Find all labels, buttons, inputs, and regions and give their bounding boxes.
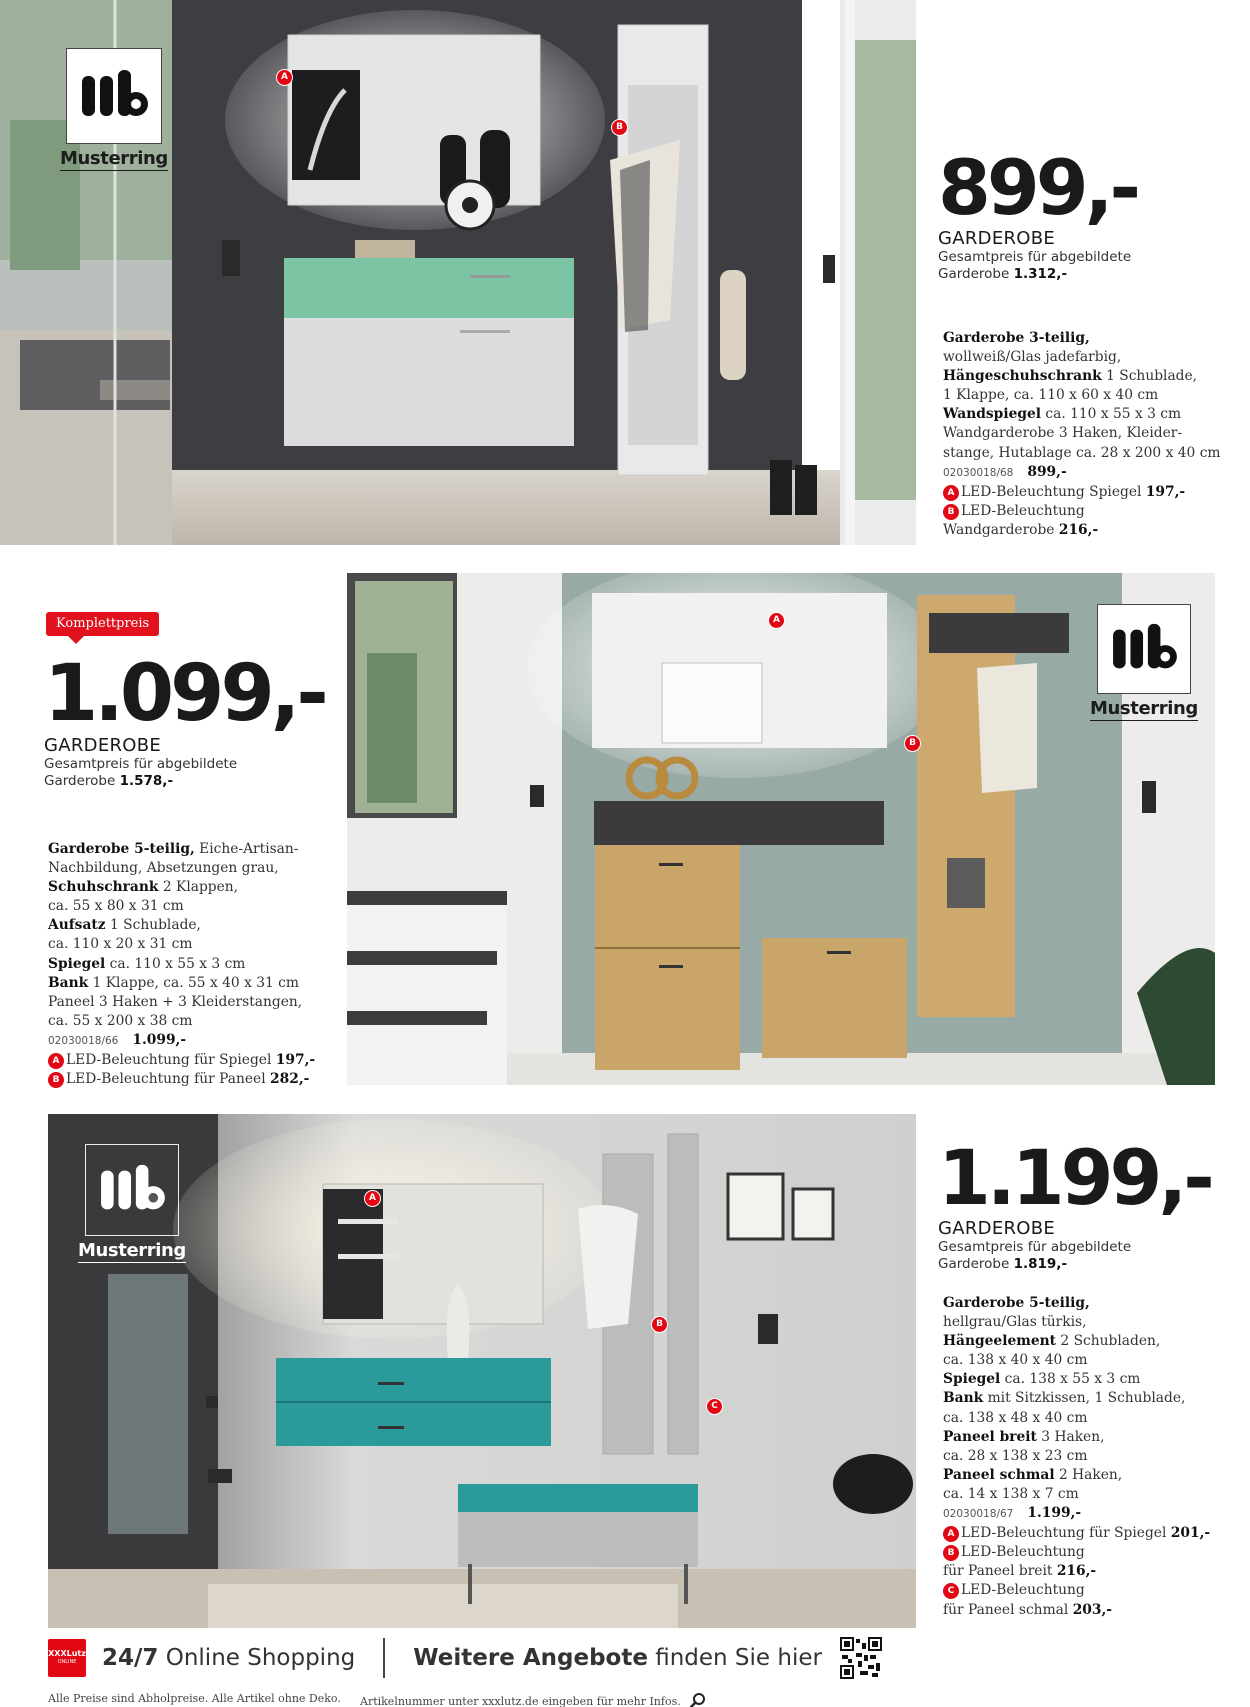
description-label: Paneel breit <box>943 1428 1037 1445</box>
description-text: ca. 28 x 138 x 23 cm <box>943 1447 1088 1464</box>
description-text: ca. 138 x 55 x 3 cm <box>1000 1371 1141 1388</box>
description-line <box>48 916 315 935</box>
option-line <box>943 1562 1210 1581</box>
option-line <box>943 1601 1210 1620</box>
description-label: Hängeelement <box>943 1333 1057 1350</box>
option-text: LED-Beleuchtung für Paneel <box>66 1071 271 1088</box>
description-text: 1 Schublade, <box>105 917 201 934</box>
description-label: Hängeschuhschrank <box>943 368 1102 385</box>
option-badge: C <box>943 1583 959 1599</box>
option-price: 282,- <box>270 1071 310 1088</box>
online-shopping-link[interactable]: 24/7 Online Shopping <box>102 1645 356 1671</box>
option-line <box>943 1581 1210 1600</box>
offer-2-total-line1: Gesamtpreis für abgebildete <box>44 756 238 772</box>
description-line <box>943 1351 1210 1370</box>
offer-1-price-block <box>938 143 1138 283</box>
option-line <box>943 521 1221 540</box>
offer-1-total-line1: Gesamtpreis für abgebildete <box>938 249 1132 265</box>
description-label: Paneel schmal <box>943 1466 1055 1483</box>
description-label: Spiegel <box>943 1371 1001 1388</box>
musterring-logo-icon <box>74 66 154 126</box>
offer-3-total-line2: Garderobe 1.819,- <box>938 1256 1068 1272</box>
article-number: 02030018/68 <box>943 466 1014 479</box>
option-text: Wandgarderobe <box>943 521 1059 538</box>
article-number-row <box>48 1031 315 1051</box>
option-text: LED-Beleuchtung Spiegel <box>961 483 1146 500</box>
description-line <box>943 367 1221 386</box>
description-line <box>943 329 1221 348</box>
marker-b: B <box>651 1316 668 1333</box>
description-line <box>943 444 1221 463</box>
option-price: 203,- <box>1072 1601 1113 1618</box>
description-line <box>48 878 315 897</box>
footer-divider <box>383 1638 385 1678</box>
option-line <box>943 502 1221 521</box>
description-label: Schuhschrank <box>48 879 159 896</box>
description-line <box>943 1447 1210 1466</box>
musterring-logo-3 <box>78 1144 186 1263</box>
offer-1-title: GARDEROBE <box>938 228 1056 249</box>
option-line <box>943 1524 1210 1543</box>
description-text: 1 Schublade, <box>1101 368 1198 385</box>
offer-3-total-line1: Gesamtpreis für abgebildete <box>938 1239 1132 1255</box>
offer-3-price: 1.199,- <box>938 1133 1211 1222</box>
option-price: 201,- <box>1170 1525 1211 1542</box>
offer-2-description <box>48 840 315 1089</box>
option-text: für Paneel schmal <box>943 1601 1073 1618</box>
option-line <box>943 1543 1210 1562</box>
option-price: 197,- <box>1145 483 1186 500</box>
description-line <box>48 1012 315 1031</box>
option-price: 216,- <box>1056 1563 1097 1580</box>
brand-name: Musterring <box>1090 698 1198 719</box>
description-text: ca. 110 x 55 x 3 cm <box>105 955 246 972</box>
offer-2-total-line2: Garderobe 1.578,- <box>44 773 174 789</box>
description-line <box>943 1332 1210 1351</box>
option-badge: A <box>943 1526 959 1542</box>
description-text: stange, Hutablage ca. 28 x 200 x 40 cm <box>943 444 1221 461</box>
option-line <box>48 1070 315 1089</box>
offer-1-price: 899,- <box>938 143 1138 232</box>
option-text: LED-Beleuchtung <box>961 1544 1085 1561</box>
description-text: ca. 110 x 20 x 31 cm <box>48 936 193 953</box>
description-line <box>48 974 315 993</box>
option-text: für Paneel breit <box>943 1563 1057 1580</box>
description-label: Wandspiegel <box>943 406 1042 423</box>
xxxlutz-logo[interactable]: XXXLutz ONLINE <box>48 1639 86 1677</box>
footer-bar <box>48 1636 1218 1680</box>
description-text: mit Sitzkissen, 1 Schublade, <box>983 1390 1186 1407</box>
description-text: ca. 110 x 55 x 3 cm <box>1041 406 1182 423</box>
description-line <box>943 1370 1210 1389</box>
description-line <box>943 405 1221 424</box>
description-text: Wandgarderobe 3 Haken, Kleider- <box>943 425 1183 442</box>
option-text: LED-Beleuchtung für Spiegel <box>66 1052 276 1069</box>
option-badge: B <box>48 1072 64 1088</box>
option-line <box>48 1051 315 1070</box>
more-offers-link[interactable]: Weitere Angebote finden Sie hier <box>413 1645 822 1671</box>
description-text: Eiche-Artisan- <box>194 841 299 857</box>
option-text: LED-Beleuchtung für Spiegel <box>961 1525 1171 1542</box>
description-text: wollweiß/Glas jadefarbig, <box>943 349 1122 366</box>
offer-2-title: GARDEROBE <box>44 735 162 756</box>
brand-name: Musterring <box>78 1240 186 1261</box>
musterring-logo-2 <box>1090 604 1198 721</box>
description-text: 1 Klappe, ca. 110 x 60 x 40 cm <box>943 387 1159 404</box>
description-text: hellgrau/Glas türkis, <box>943 1314 1087 1331</box>
option-badge: B <box>943 504 959 520</box>
article-price: 899,- <box>1027 463 1067 480</box>
description-line <box>943 1313 1210 1332</box>
marker-a: A <box>768 612 785 629</box>
description-line <box>48 859 315 878</box>
offer-1-description <box>943 329 1221 540</box>
option-price: 216,- <box>1058 521 1099 538</box>
description-text: ca. 14 x 138 x 7 cm <box>943 1485 1079 1502</box>
offer-2-price: 1.099,- <box>44 649 325 739</box>
search-icon[interactable] <box>689 1692 707 1707</box>
musterring-logo-icon <box>1105 620 1183 678</box>
description-label: Garderobe 5-teilig, <box>48 841 195 857</box>
description-text: ca. 138 x 40 x 40 cm <box>943 1352 1088 1369</box>
description-line <box>943 1294 1210 1313</box>
description-text: ca. 55 x 80 x 31 cm <box>48 898 184 915</box>
article-number-row <box>943 463 1221 483</box>
description-label: Garderobe 5-teilig, <box>943 1295 1090 1311</box>
description-line <box>48 993 315 1012</box>
description-label: Aufsatz <box>48 917 106 934</box>
offer-2-price-block <box>44 649 325 790</box>
description-line <box>48 955 315 974</box>
description-text: Nachbildung, Absetzungen grau, <box>48 860 279 877</box>
footer-note-prices: Alle Preise sind Abholpreise. Alle Artikel ohne Deko. <box>48 1692 341 1705</box>
offer-1-total-line2: Garderobe 1.312,- <box>938 266 1068 282</box>
offer-3-title: GARDEROBE <box>938 1218 1056 1239</box>
description-text: 3 Haken, <box>1036 1428 1105 1445</box>
description-text: ca. 55 x 200 x 38 cm <box>48 1012 193 1029</box>
komplettpreis-badge: Komplettpreis <box>46 612 159 636</box>
description-line <box>943 386 1221 405</box>
marker-a: A <box>364 1190 381 1207</box>
description-line <box>943 1409 1210 1428</box>
description-line <box>48 840 315 859</box>
description-text: 2 Schubladen, <box>1056 1333 1161 1350</box>
option-badge: A <box>943 485 959 501</box>
article-price: 1.099,- <box>132 1031 187 1048</box>
option-text: LED-Beleuchtung <box>961 1582 1085 1599</box>
description-label: Bank <box>48 974 89 991</box>
offer-3-price-block <box>938 1133 1211 1273</box>
description-line <box>943 1389 1210 1408</box>
description-line <box>943 424 1221 443</box>
brand-name: Musterring <box>60 148 168 169</box>
option-price: 197,- <box>275 1052 316 1069</box>
article-price: 1.199,- <box>1027 1505 1082 1522</box>
option-line <box>943 483 1221 502</box>
description-line <box>943 1428 1210 1447</box>
qr-code-icon[interactable] <box>840 1637 882 1679</box>
description-line <box>943 348 1221 367</box>
product-photo-2 <box>347 573 1215 1085</box>
description-line <box>48 935 315 954</box>
article-number: 02030018/66 <box>48 1034 119 1047</box>
musterring-logo-icon <box>93 1161 171 1219</box>
article-number-row <box>943 1504 1210 1524</box>
description-label: Bank <box>943 1390 984 1407</box>
option-text: LED-Beleuchtung <box>961 502 1085 519</box>
description-label: Spiegel <box>48 955 106 972</box>
musterring-logo <box>60 48 168 171</box>
description-label: Garderobe 3-teilig, <box>943 330 1090 346</box>
description-text: ca. 138 x 48 x 40 cm <box>943 1409 1088 1426</box>
description-text: 2 Haken, <box>1054 1466 1123 1483</box>
option-badge: A <box>48 1053 64 1069</box>
description-line <box>48 897 315 916</box>
marker-b: B <box>611 119 628 136</box>
description-text: Paneel 3 Haken + 3 Kleiderstangen, <box>48 993 303 1010</box>
article-number: 02030018/67 <box>943 1508 1014 1521</box>
marker-a: A <box>276 69 293 86</box>
description-line <box>943 1466 1210 1485</box>
marker-b: B <box>904 735 921 752</box>
description-text: 2 Klappen, <box>158 879 239 896</box>
description-text: 1 Klappe, ca. 55 x 40 x 31 cm <box>88 974 299 991</box>
offer-3-description <box>943 1294 1210 1620</box>
marker-c: C <box>706 1398 723 1415</box>
description-line <box>943 1485 1210 1504</box>
option-badge: B <box>943 1545 959 1561</box>
footer-note-article: Artikelnummer unter xxxlutz.de eingeben für mehr Infos. <box>360 1692 707 1707</box>
